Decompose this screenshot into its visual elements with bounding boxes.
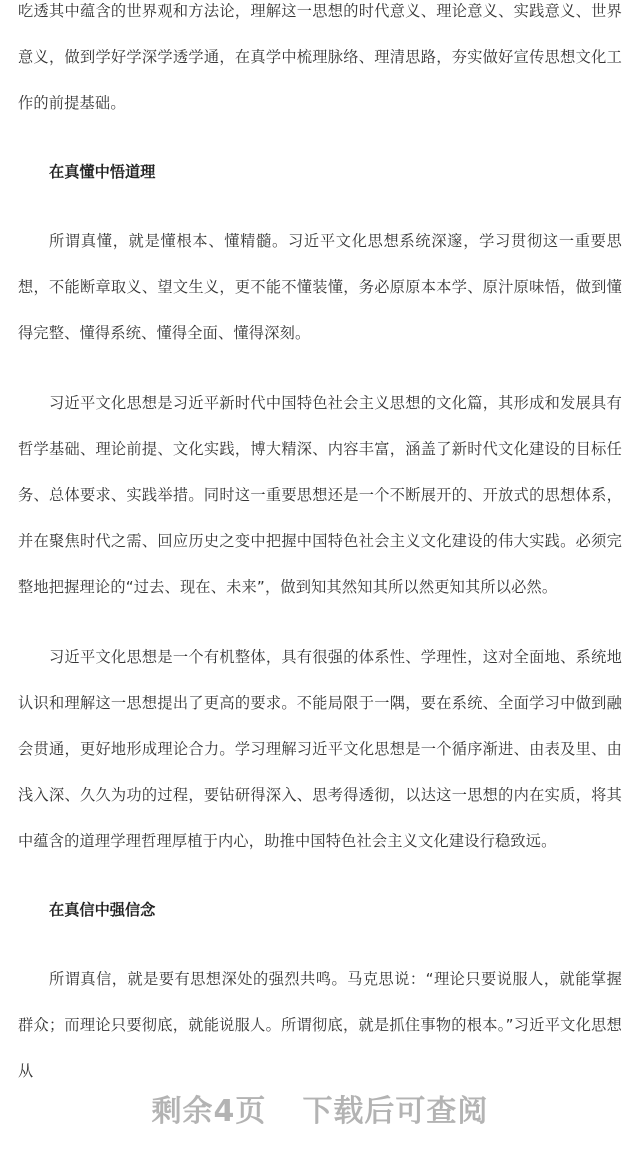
download-paywall-banner[interactable] — [0, 1082, 640, 1142]
download-to-view-label[interactable]: 下载后可查阅 — [302, 1094, 489, 1129]
remaining-pages-label: 剩余4页 — [151, 1094, 267, 1129]
section-heading-understanding: 在真懂中悟道理 — [49, 163, 156, 181]
section-heading-belief: 在真信中强信念 — [49, 901, 156, 919]
paragraph-understanding-2: 习近平文化思想是习近平新时代中国特色社会主义思想的文化篇，其形成和发展具有哲学基础、理论前提、文化实践，博大精深、内容丰富，涵盖了新时代文化建设的目标任务、总体要求、实践举措。同时这一重要思想还是一个不断展开的、开放式的思想体系，并在聚焦时代之需、回应历史之变中把握中国特色社会主义文化建设的伟大实践。必须完整地把握理论的“过去、现在、未来”，做到知其然知其所以然更知其所以必然。 — [18, 394, 622, 596]
paragraph-belief-1: 所谓真信，就是要有思想深处的强烈共鸣。马克思说：“理论只要说服人，就能掌握群众；而理论只要彻底，就能说服人。所谓彻底，就是抓住事物的根本。”习近平文化思想从 — [18, 970, 622, 1080]
paragraph-understanding-3: 习近平文化思想是一个有机整体，具有很强的体系性、学理性，这对全面地、系统地认识和理解这一思想提出了更高的要求。不能局限于一隅，要在系统、全面学习中做到融会贯通，更好地形成理论合力。学习理解习近平文化思想是一个循序渐进、由表及里、由浅入深、久久为功的过程，要钻研得深入、思考得透彻，以达这一思想的内在实质，将其中蕴含的道理学理哲理厚植于内心，助推中国特色社会主义文化建设行稳致远。 — [18, 648, 622, 850]
intro-paragraph: 吃透其中蕴含的世界观和方法论，理解这一思想的时代意义、理论意义、实践意义、世界意义，做到学好学深学透学通，在真学中梳理脉络、理清思路，夯实做好宣传思想文化工作的前提基础。 — [18, 2, 622, 112]
paragraph-understanding-1: 所谓真懂，就是懂根本、懂精髓。习近平文化思想系统深邃，学习贯彻这一重要思想，不能断章取义、望文生义，更不能不懂装懂，务必原原本本学、原汁原味悟，做到懂得完整、懂得系统、懂得全面、懂得深刻。 — [18, 232, 622, 342]
